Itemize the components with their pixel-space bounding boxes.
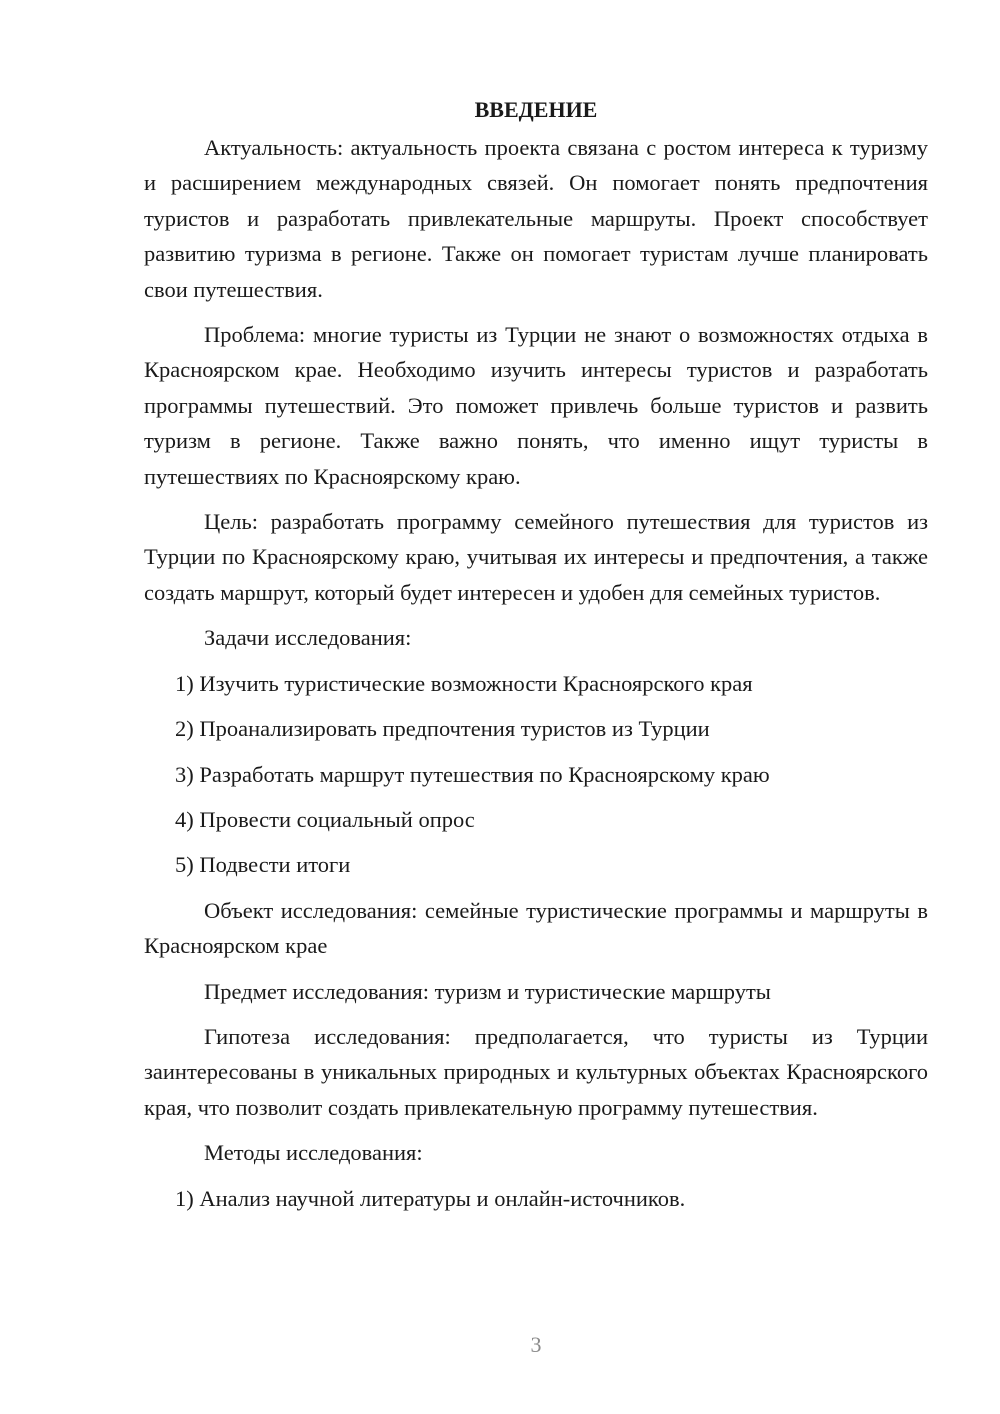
task-item: 4) Провести социальный опрос [175, 806, 475, 832]
object-paragraph: Объект исследования: семейные туристические программы и маршруты в Красноярском крае [144, 897, 928, 959]
task-item: 1) Изучить туристические возможности Красноярского края [175, 670, 753, 696]
task-item: 5) Подвести итоги [175, 852, 351, 878]
tasks-heading: Задачи исследования: [204, 625, 412, 651]
task-item: 2) Проанализировать предпочтения туристов из Турции [175, 716, 710, 742]
goal-paragraph: Цель: разработать программу семейного путешествия для туристов из Турции по Красноярскому краю, учитывая их интересы и предпочтения, а также создать маршрут, который будет интересен и удобен для семейных туристов. [144, 509, 928, 605]
page-content [144, 92, 928, 1226]
task-item: 3) Разработать маршрут путешествия по Красноярскому краю [175, 761, 770, 787]
section-title: ВВЕДЕНИЕ [474, 97, 598, 122]
tasks-list [144, 666, 928, 883]
subject-paragraph: Предмет исследования: туризм и туристические маршруты [204, 978, 771, 1004]
hypothesis-paragraph: Гипотеза исследования: предполагается, что туристы из Турции заинтересованы в уникальных природных и культурных объектах Красноярского края, что позволит создать привлекательную программу путешествия. [144, 1023, 928, 1120]
method-item: 1) Анализ научной литературы и онлайн-источников. [175, 1185, 686, 1211]
problem-paragraph: Проблема: многие туристы из Турции не знают о возможностях отдыха в Красноярском крае. Необходимо изучить интересы туристов и разработать программы путешествий. Это поможет привлечь больше туристов и развить туризм в регионе. Также важно понять, что именно ищут туристы в путешествиях по Красноярскому краю. [144, 322, 928, 489]
relevance-paragraph: Актуальность: актуальность проекта связана с ростом интереса к туризму и расширением международных связей. Он помогает понять предпочтения туристов и разработать привлекательные маршруты. Проект способствует развитию туризма в регионе. Также он помогает туристам лучше планировать свои путешествия. [144, 135, 928, 302]
methods-heading: Методы исследования: [204, 1140, 423, 1166]
page-number: 3 [530, 1332, 542, 1357]
methods-list [144, 1181, 928, 1216]
